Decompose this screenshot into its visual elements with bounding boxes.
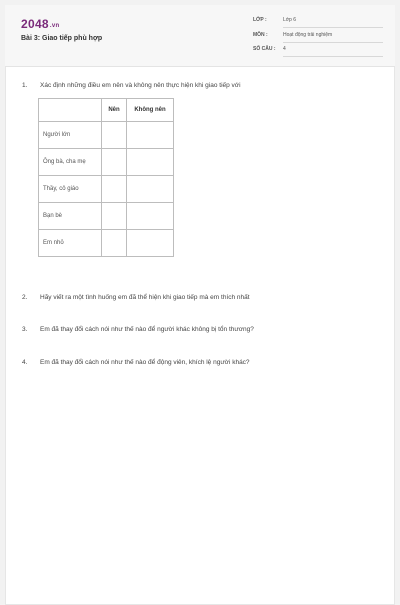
meta-subject-value: Hoạt động trải nghiệm xyxy=(283,32,383,43)
answer-cell[interactable] xyxy=(102,176,127,203)
question-number: 4. xyxy=(22,359,28,366)
table-header-should-not: Không nên xyxy=(127,99,174,122)
answer-cell[interactable] xyxy=(127,203,174,230)
question-text: Hãy viết ra một tình huống em đã thể hiện khi giao tiếp mà em thích nhất xyxy=(40,294,250,301)
question-text: Em đã thay đổi cách nói như thế nào để động viên, khích lệ người khác? xyxy=(40,359,250,366)
question-text: Xác định những điều em nên và không nên thực hiện khi giao tiếp với xyxy=(40,82,241,89)
meta-class-value: Lớp 6 xyxy=(283,17,383,28)
table-row xyxy=(39,176,174,203)
table-header-empty xyxy=(39,99,102,122)
row-label: Thầy, cô giáo xyxy=(39,176,102,203)
table-row xyxy=(39,230,174,257)
table-header-should: Nên xyxy=(102,99,127,122)
question-text: Em đã thay đổi cách nói như thế nào để người khác không bị tổn thương? xyxy=(40,326,254,333)
answer-cell[interactable] xyxy=(102,122,127,149)
question-number: 2. xyxy=(22,294,28,301)
meta-count-row xyxy=(253,46,383,58)
worksheet-header xyxy=(5,5,395,67)
table-row xyxy=(39,149,174,176)
answer-cell[interactable] xyxy=(127,230,174,257)
table-row xyxy=(39,203,174,230)
answer-cell[interactable] xyxy=(127,176,174,203)
row-label: Người lớn xyxy=(39,122,102,149)
answer-table xyxy=(38,98,174,257)
row-label: Bạn bè xyxy=(39,203,102,230)
meta-class-label: LỚP : xyxy=(253,17,267,23)
answer-cell[interactable] xyxy=(102,230,127,257)
table-header-row xyxy=(39,99,174,122)
logo-text: 2048 xyxy=(21,17,49,31)
lesson-title: Bài 3: Giao tiếp phù hợp xyxy=(21,35,103,42)
table-row xyxy=(39,122,174,149)
meta-count-value: 4 xyxy=(283,46,383,57)
meta-subject-label: MÔN : xyxy=(253,32,268,38)
site-logo[interactable] xyxy=(21,17,59,31)
worksheet-page xyxy=(5,5,395,605)
answer-cell[interactable] xyxy=(127,122,174,149)
answer-cell[interactable] xyxy=(102,203,127,230)
answer-cell[interactable] xyxy=(127,149,174,176)
meta-count-label: SỐ CÂU : xyxy=(253,46,276,52)
row-label: Ông bà, cha mẹ xyxy=(39,149,102,176)
answer-cell[interactable] xyxy=(102,149,127,176)
meta-subject-row xyxy=(253,32,383,44)
meta-class-row xyxy=(253,17,383,29)
question-number: 1. xyxy=(22,82,28,89)
row-label: Em nhỏ xyxy=(39,230,102,257)
question-number: 3. xyxy=(22,326,28,333)
logo-suffix: .vn xyxy=(49,23,60,29)
